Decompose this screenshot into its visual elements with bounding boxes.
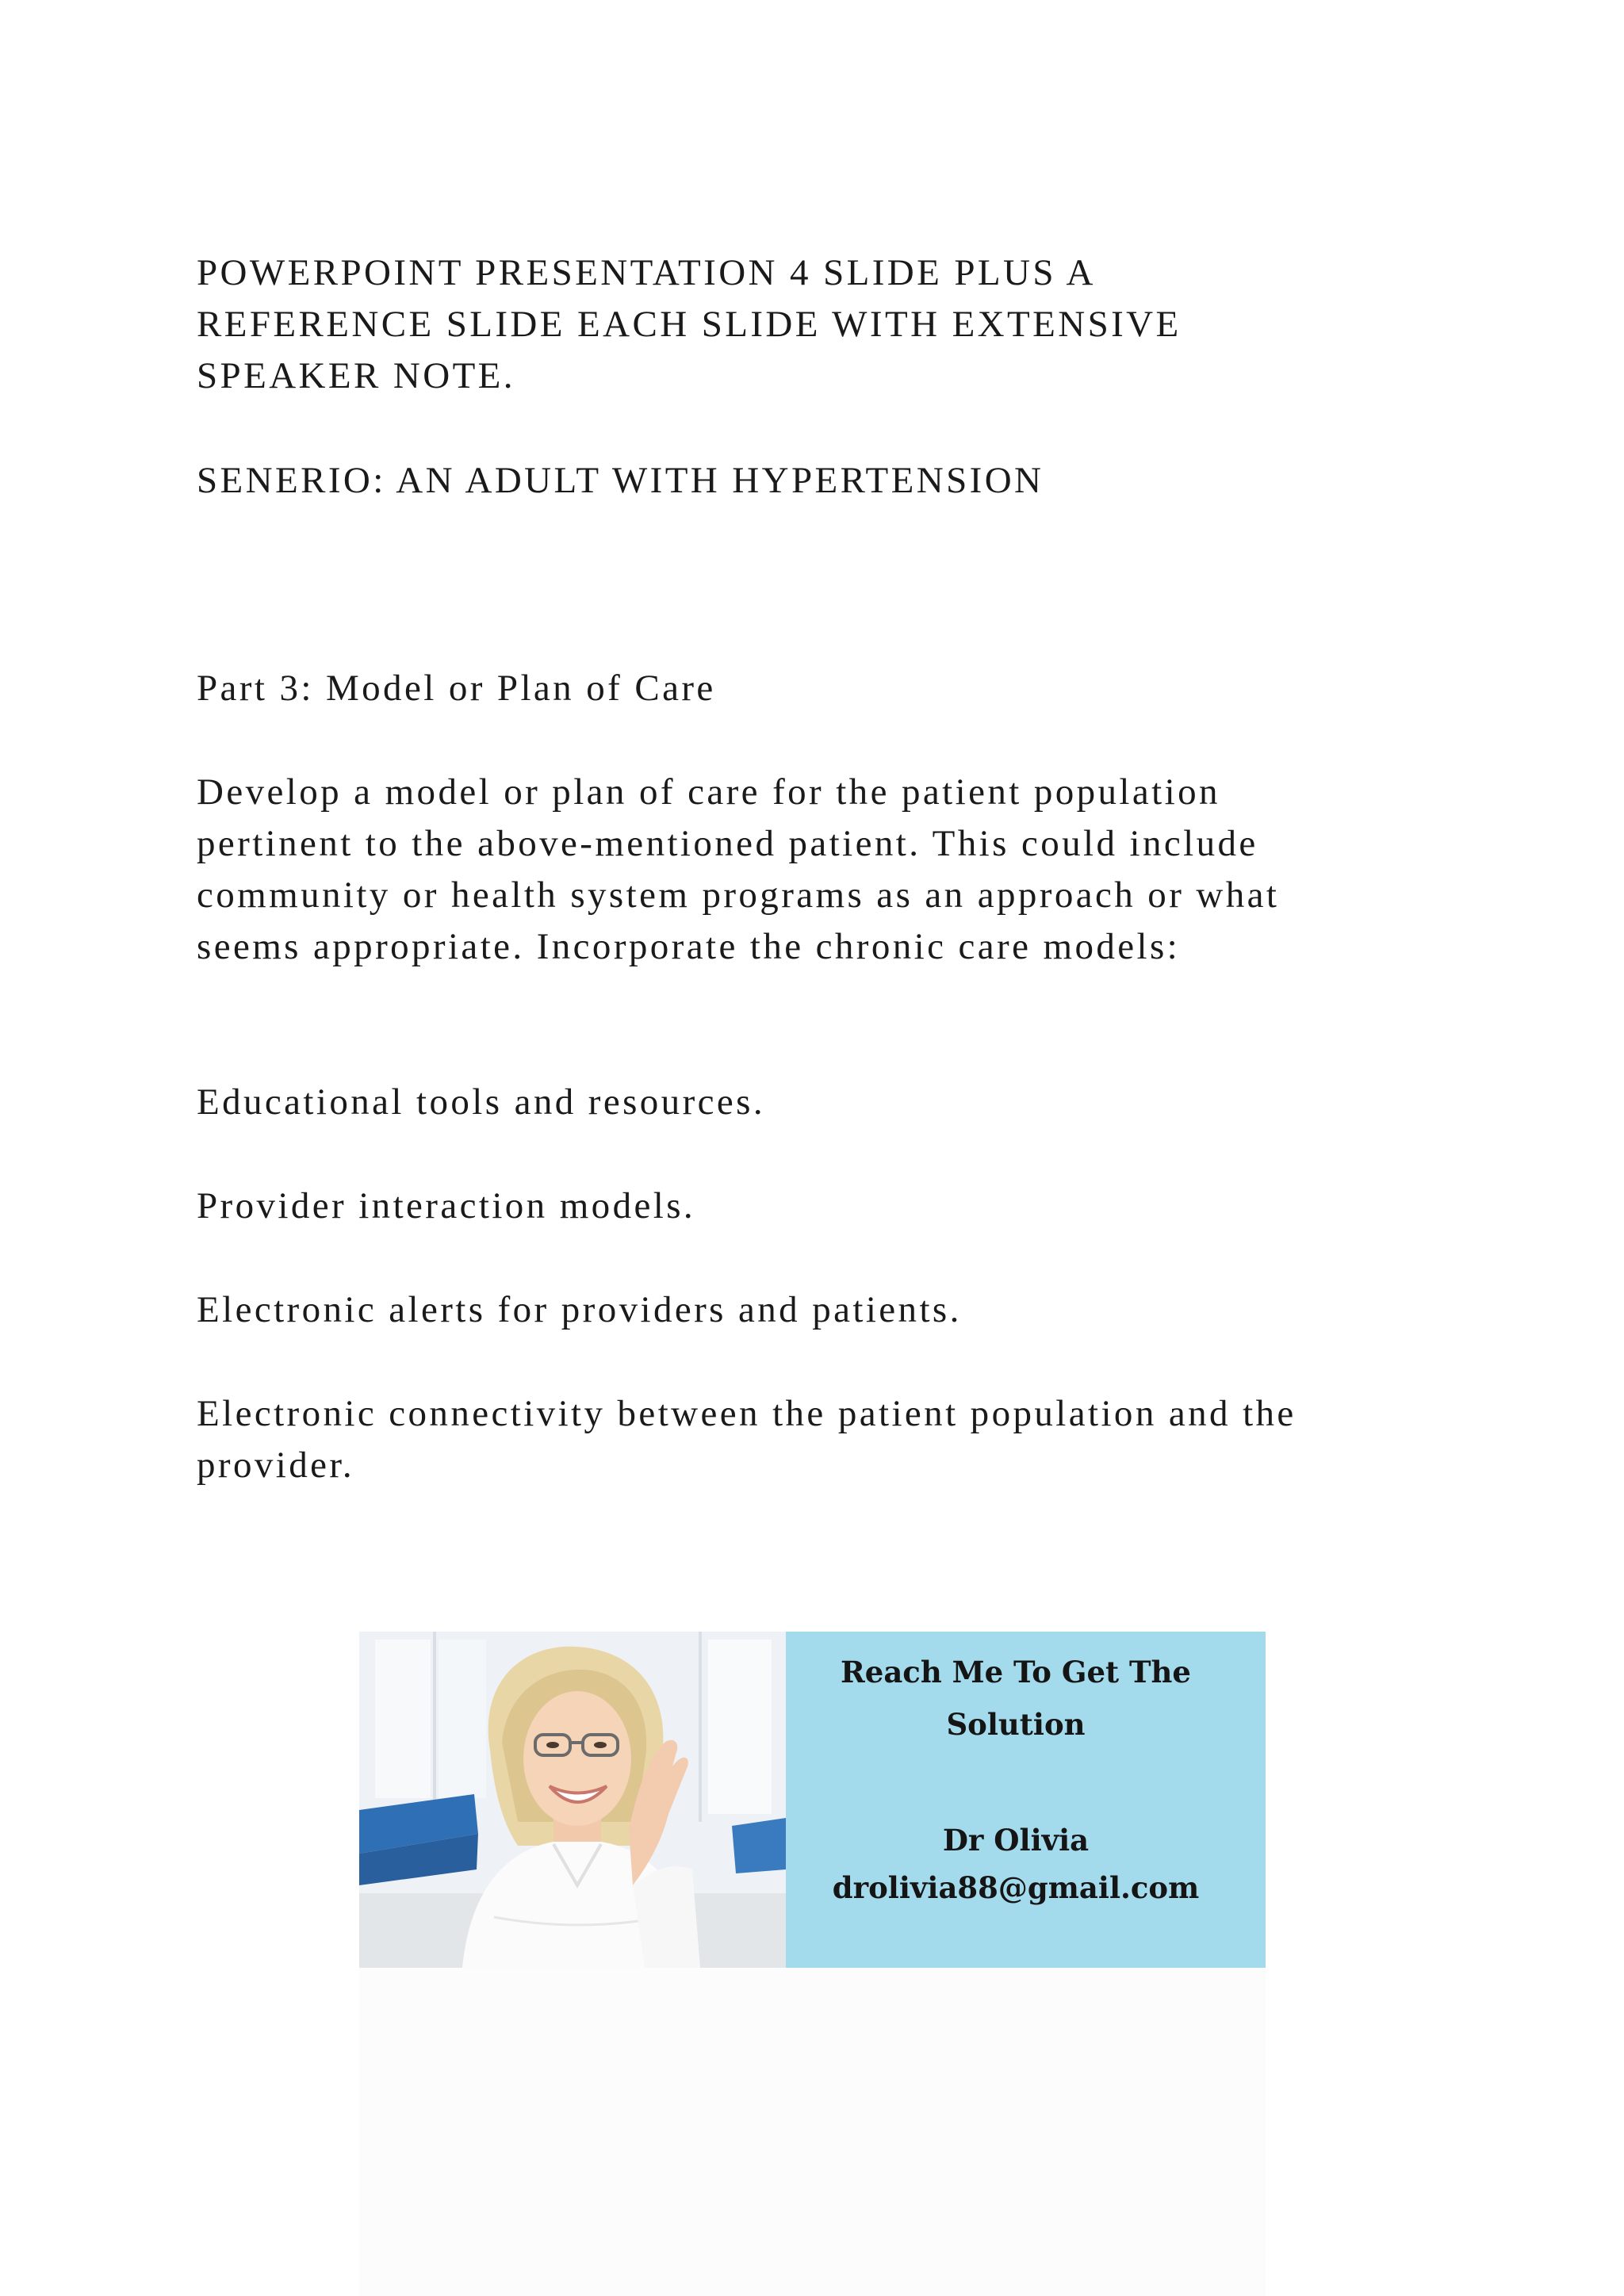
- ad-line-1: Reach Me To Get The: [841, 1655, 1191, 1689]
- paragraph-line: pertinent to the above-mentioned patient. This could include: [197, 823, 1258, 864]
- instructions-paragraph: [197, 767, 1434, 973]
- paragraph-line: seems appropriate. Incorporate the chronic care models:: [197, 926, 1181, 967]
- ad-line-2: Solution: [946, 1707, 1086, 1742]
- paragraph-line: community or health system programs as an approach or what: [197, 874, 1280, 916]
- heading-line: POWERPOINT PRESENTATION 4 SLIDE PLUS A: [197, 252, 1096, 293]
- list-item: Educational tools and resources.: [197, 1081, 765, 1123]
- heading-line: REFERENCE SLIDE EACH SLIDE WITH EXTENSIVE: [197, 304, 1182, 345]
- paragraph-line: Develop a model or plan of care for the patient population: [197, 771, 1220, 813]
- part-title: Part 3: Model or Plan of Care: [197, 668, 716, 709]
- contact-text-panel: [786, 1632, 1266, 1968]
- ad-author-name: Dr Olivia: [942, 1823, 1090, 1858]
- scenario-line: SENERIO: AN ADULT WITH HYPERTENSION: [197, 460, 1044, 501]
- list-item: Electronic alerts for providers and patients.: [197, 1289, 962, 1330]
- woman-photo: [359, 1632, 786, 1968]
- contact-ad-banner: [359, 1632, 1266, 1968]
- woman-photo-illustration: [359, 1632, 786, 1968]
- document-heading: [197, 247, 1434, 402]
- image-blank-area: [359, 1968, 1266, 2296]
- heading-line: SPEAKER NOTE.: [197, 355, 515, 396]
- list-item: Electronic connectivity between the patient population and the provider.: [197, 1393, 1297, 1486]
- ad-email-link[interactable]: drolivia88@gmail.com: [832, 1870, 1200, 1905]
- list-item: Provider interaction models.: [197, 1185, 696, 1226]
